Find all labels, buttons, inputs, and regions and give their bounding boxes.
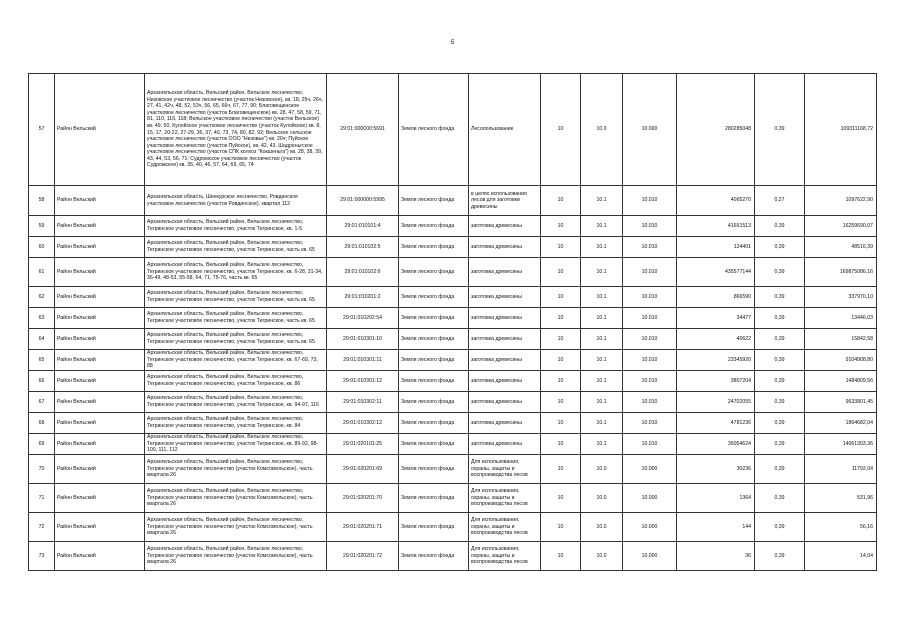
land-category-cell: Земли лесного фонда — [399, 392, 469, 413]
area-cell: 1364 — [677, 484, 755, 513]
code-subgroup-cell: 10.1 — [581, 186, 623, 216]
code-group-cell: 10 — [541, 216, 581, 237]
cadastral-number-cell: 29:01:000000:5995 — [327, 186, 399, 216]
permitted-use-cell: Для использования, охраны, защиты и воспроизводства лесов — [469, 513, 541, 542]
cadastral-number-cell: 29:01:010102:6 — [327, 258, 399, 287]
cadastral-number-cell: 29:01:010101:4 — [327, 216, 399, 237]
land-category-cell: Земли лесного фонда — [399, 216, 469, 237]
permitted-use-cell: заготовка древесины — [469, 434, 541, 455]
district-cell: Район Вельский — [55, 329, 145, 350]
cadastral-value-cell: 16259690,07 — [805, 216, 877, 237]
land-category-cell: Земли лесного фонда — [399, 350, 469, 371]
location-cell: Архангельская область, Вельский район, Вельское лесничество, Тегринское участковое лесничество, участок Тегринское, кв. 89-92, 98-100, 111, 112 — [145, 434, 327, 455]
table-row — [29, 186, 877, 216]
district-cell: Район Вельский — [55, 74, 145, 186]
location-cell: Архангельская область, Вельский район, Вельское лесничество, Тегринское участковое лесничество, участок Тегринское, часть кв. 65 — [145, 329, 327, 350]
code-cell: 10.010 — [623, 216, 677, 237]
location-cell: Архангельская область, Вельский район, Вельское лесничество, Тегринское участковое лесничество, участок Тегринское, кв. 84 — [145, 413, 327, 434]
location-cell: Архангельская область, Вельский район, Вельское лесничество, Тегринское участковое лесничество (участок Комсомольское), часть квартала 26 — [145, 455, 327, 484]
cadastral-value-cell: 1484809,56 — [805, 371, 877, 392]
permitted-use-cell: заготовка древесины — [469, 371, 541, 392]
table-row — [29, 455, 877, 484]
cadastral-value-cell: 14061303,36 — [805, 434, 877, 455]
location-cell: Архангельская область, Вельский район, Вельское лесничество, Тегринское участковое лесничество, участок Тегринское, часть кв. 65 — [145, 237, 327, 258]
cadastral-value-cell: 337970,10 — [805, 287, 877, 308]
rate-cell: 0,39 — [755, 308, 805, 329]
district-cell: Район Вельский — [55, 392, 145, 413]
row-number: 61 — [29, 258, 55, 287]
code-group-cell: 10 — [541, 258, 581, 287]
cadastral-number-cell: 29:01:010302:11 — [327, 392, 399, 413]
district-cell: Район Вельский — [55, 434, 145, 455]
cadastral-value-cell: 109311168,72 — [805, 74, 877, 186]
table-row — [29, 484, 877, 513]
district-cell: Район Вельский — [55, 413, 145, 434]
permitted-use-cell: Для использования, охраны, защиты и воспроизводства лесов — [469, 542, 541, 571]
code-cell: 10.010 — [623, 434, 677, 455]
cadastral-number-cell: 29:01:010302:12 — [327, 413, 399, 434]
rate-cell: 0,39 — [755, 455, 805, 484]
area-cell: 866590 — [677, 287, 755, 308]
permitted-use-cell: заготовка древесины — [469, 237, 541, 258]
code-group-cell: 10 — [541, 413, 581, 434]
district-cell: Район Вельский — [55, 216, 145, 237]
district-cell: Район Вельский — [55, 513, 145, 542]
permitted-use-cell: заготовка древесины — [469, 329, 541, 350]
code-subgroup-cell: 10.1 — [581, 413, 623, 434]
land-category-cell: Земли лесного фонда — [399, 186, 469, 216]
land-category-cell: Земли лесного фонда — [399, 434, 469, 455]
table-row — [29, 434, 877, 455]
location-cell: Архангельская область, Вельский район, Вельское лесничество, Тегринское участковое лесничество, участок Тегринское, кв. 1-5 — [145, 216, 327, 237]
code-group-cell: 10 — [541, 74, 581, 186]
land-category-cell: Земли лесного фонда — [399, 455, 469, 484]
code-cell: 10.010 — [623, 237, 677, 258]
district-cell: Район Вельский — [55, 308, 145, 329]
row-number: 63 — [29, 308, 55, 329]
area-cell: 40622 — [677, 329, 755, 350]
permitted-use-cell: Лесопользование — [469, 74, 541, 186]
code-subgroup-cell: 10.1 — [581, 329, 623, 350]
land-category-cell: Земли лесного фонда — [399, 74, 469, 186]
rate-cell: 0,39 — [755, 237, 805, 258]
code-cell: 10.000 — [623, 455, 677, 484]
table-row — [29, 371, 877, 392]
code-subgroup-cell: 10.1 — [581, 308, 623, 329]
row-number: 71 — [29, 484, 55, 513]
rate-cell: 0,39 — [755, 371, 805, 392]
rate-cell: 0,39 — [755, 287, 805, 308]
code-cell: 10.010 — [623, 186, 677, 216]
district-cell: Район Вельский — [55, 455, 145, 484]
cadastral-number-cell: 29:01:010301:10 — [327, 329, 399, 350]
code-subgroup-cell: 10.1 — [581, 258, 623, 287]
table-row — [29, 216, 877, 237]
code-cell: 10.010 — [623, 413, 677, 434]
row-number: 69 — [29, 434, 55, 455]
permitted-use-cell: заготовка древесины — [469, 258, 541, 287]
table-body — [29, 74, 877, 571]
area-cell: 23345920 — [677, 350, 755, 371]
district-cell: Район Вельский — [55, 186, 145, 216]
permitted-use-cell: Для использования, охраны, защиты и воспроизводства лесов — [469, 484, 541, 513]
code-group-cell: 10 — [541, 513, 581, 542]
cadastral-value-cell: 9633801,45 — [805, 392, 877, 413]
area-cell: 24702055 — [677, 392, 755, 413]
code-group-cell: 10 — [541, 392, 581, 413]
code-subgroup-cell: 10.0 — [581, 74, 623, 186]
rate-cell: 0,39 — [755, 258, 805, 287]
rate-cell: 0,39 — [755, 513, 805, 542]
location-cell: Архангельская область, Вельский район, Вельское лесничество, Низовское участковое лесничество (участок Низовское), кв. 18, 25ч, 26ч, 27, 41, 42ч, 48, 52, 53ч, 56, 65, 66ч, 67, 77, 90; Благовещенское участковое лесничество (участок Благовещенское) кв. 28, 47, 58, 59, 71, 81, 110, 116, 118; Вельское участковое лесничество (участок Вельское) кв. 49, 50, Кулойское участковое лесничество (участок Кулойское) кв. 8, 15, 17, 20-22, 27-29, 36, 37, 40, 73, 74, 80, 82, 92; Вельское сельское участковое лесничество (участок ООО "Низовье") кв. 20ч; Пуйское участковое лесничество (участок Пуйское), кв. 42, 43, Шадреньгское участковое лесничество (участок СПК колхоз "Кокшеньга") кв. 28, 38, 39, 43, 44, 53, 56, 71; Судромское участковое лесничество (участок Судромское) кв. 35, 40, 46, 57, 64, 69, 65, 74 — [145, 74, 327, 186]
cadastral-value-cell: 14,04 — [805, 542, 877, 571]
land-category-cell: Земли лесного фонда — [399, 484, 469, 513]
district-cell: Район Вельский — [55, 237, 145, 258]
code-subgroup-cell: 10.1 — [581, 434, 623, 455]
code-cell: 10.010 — [623, 350, 677, 371]
area-cell: 4065270 — [677, 186, 755, 216]
table-row — [29, 542, 877, 571]
permitted-use-cell: заготовка древесины — [469, 413, 541, 434]
cadastral-number-cell: 29:01:010201:2 — [327, 287, 399, 308]
code-cell: 10.000 — [623, 513, 677, 542]
cadastral-number-cell: 29:01:010102:5 — [327, 237, 399, 258]
code-subgroup-cell: 10.1 — [581, 350, 623, 371]
table-row — [29, 258, 877, 287]
district-cell: Район Вельский — [55, 350, 145, 371]
location-cell: Архангельская область, Вельский район, Вельское лесничество, Тегринское участковое лесничество, участок Тегринское, часть кв. 65 — [145, 308, 327, 329]
area-cell: 435577144 — [677, 258, 755, 287]
rate-cell: 0,27 — [755, 186, 805, 216]
area-cell: 4781236 — [677, 413, 755, 434]
cadastral-number-cell: 29:01:020201:71 — [327, 513, 399, 542]
cadastral-value-cell: 169875086,16 — [805, 258, 877, 287]
location-cell: Архангельская область, Шенкурское лесничество, Ровдинское участковое лесничество (участок Ровдинское), квартал 112 — [145, 186, 327, 216]
code-subgroup-cell: 10.1 — [581, 287, 623, 308]
land-category-cell: Земли лесного фонда — [399, 329, 469, 350]
cadastral-value-cell: 15842,58 — [805, 329, 877, 350]
location-cell: Архангельская область, Вельский район, Вельское лесничество, Тегринское участковое лесничество, участок Тегринское, кв. 67-69, 73, 88 — [145, 350, 327, 371]
area-cell: 30236 — [677, 455, 755, 484]
cadastral-number-cell: 29:01:020201:72 — [327, 542, 399, 571]
area-cell: 34477 — [677, 308, 755, 329]
permitted-use-cell: заготовка древесины — [469, 350, 541, 371]
code-subgroup-cell: 10.1 — [581, 216, 623, 237]
cadastral-number-cell: 29:01:020101:25 — [327, 434, 399, 455]
code-subgroup-cell: 10.0 — [581, 542, 623, 571]
location-cell: Архангельская область, Вельский район, Вельское лесничество, Тегринское участковое лесничество (участок Комсомольское), часть квартала 26 — [145, 484, 327, 513]
table-row — [29, 392, 877, 413]
cadastral-number-cell: 29:01:020201:70 — [327, 484, 399, 513]
code-subgroup-cell: 10.1 — [581, 237, 623, 258]
code-subgroup-cell: 10.0 — [581, 513, 623, 542]
code-group-cell: 10 — [541, 455, 581, 484]
area-cell: 41691513 — [677, 216, 755, 237]
permitted-use-cell: заготовка древесины — [469, 308, 541, 329]
code-group-cell: 10 — [541, 308, 581, 329]
table-row — [29, 513, 877, 542]
land-category-cell: Земли лесного фонда — [399, 237, 469, 258]
cadastral-number-cell: 29:01:020201:69 — [327, 455, 399, 484]
cadastral-value-cell: 1864682,04 — [805, 413, 877, 434]
cadastral-value-cell: 48516,39 — [805, 237, 877, 258]
cadastral-value-cell: 56,16 — [805, 513, 877, 542]
table-row — [29, 350, 877, 371]
row-number: 72 — [29, 513, 55, 542]
permitted-use-cell: заготовка древесины — [469, 216, 541, 237]
table-row — [29, 329, 877, 350]
row-number: 62 — [29, 287, 55, 308]
code-group-cell: 10 — [541, 287, 581, 308]
location-cell: Архангельская область, Вельский район, Вельское лесничество, Тегринское участковое лесничество, участок Тегринское, часть кв. 65 — [145, 287, 327, 308]
cadastral-value-cell: 11792,04 — [805, 455, 877, 484]
code-group-cell: 10 — [541, 350, 581, 371]
location-cell: Архангельская область, Вельский район, Вельское лесничество, Тегринское участковое лесничество (участок Комсомольское), часть квартала 26 — [145, 542, 327, 571]
row-number: 73 — [29, 542, 55, 571]
code-group-cell: 10 — [541, 484, 581, 513]
district-cell: Район Вельский — [55, 484, 145, 513]
table-row — [29, 74, 877, 186]
code-cell: 10.010 — [623, 308, 677, 329]
area-cell: 144 — [677, 513, 755, 542]
cadastral-number-cell: 29:01:010202:54 — [327, 308, 399, 329]
table-row — [29, 287, 877, 308]
code-cell: 10.010 — [623, 392, 677, 413]
code-cell: 10.010 — [623, 287, 677, 308]
code-group-cell: 10 — [541, 329, 581, 350]
code-cell: 10.010 — [623, 258, 677, 287]
district-cell: Район Вельский — [55, 371, 145, 392]
location-cell: Архангельская область, Вельский район, Вельское лесничество, Тегринское участковое лесничество (участок Комсомольское), часть квартала 26 — [145, 513, 327, 542]
code-group-cell: 10 — [541, 434, 581, 455]
cadastral-value-cell: 531,96 — [805, 484, 877, 513]
code-group-cell: 10 — [541, 186, 581, 216]
location-cell: Архангельская область, Вельский район, Вельское лесничество, Тегринское участковое лесничество, участок Тегринское, кв. 86 — [145, 371, 327, 392]
code-cell: 10.010 — [623, 329, 677, 350]
table-row — [29, 308, 877, 329]
district-cell: Район Вельский — [55, 287, 145, 308]
area-cell: 36 — [677, 542, 755, 571]
row-number: 57 — [29, 74, 55, 186]
location-cell: Архангельская область, Вельский район, Вельское лесничество, Тегринское участковое лесничество, участок Тегринское, кв. 6-28, 31-34, 36-49, 48-53, 55-58, 64, 71, 75-76, часть кв. 65 — [145, 258, 327, 287]
row-number: 65 — [29, 350, 55, 371]
row-number: 70 — [29, 455, 55, 484]
code-group-cell: 10 — [541, 237, 581, 258]
permitted-use-cell: Для использования, охраны, защиты и воспроизводства лесов — [469, 455, 541, 484]
rate-cell: 0,39 — [755, 350, 805, 371]
code-subgroup-cell: 10.0 — [581, 455, 623, 484]
code-group-cell: 10 — [541, 371, 581, 392]
area-cell: 3807204 — [677, 371, 755, 392]
cadastral-value-cell: 1097622,90 — [805, 186, 877, 216]
permitted-use-cell: в целях использования лесов для заготовки древесины — [469, 186, 541, 216]
cadastral-value-cell: 13446,03 — [805, 308, 877, 329]
district-cell: Район Вельский — [55, 258, 145, 287]
area-cell: 124401 — [677, 237, 755, 258]
land-category-cell: Земли лесного фонда — [399, 258, 469, 287]
table-row — [29, 413, 877, 434]
permitted-use-cell: заготовка древесины — [469, 392, 541, 413]
code-subgroup-cell: 10.1 — [581, 371, 623, 392]
area-cell: 280285048 — [677, 74, 755, 186]
cadastral-number-cell: 29:01:010301:12 — [327, 371, 399, 392]
rate-cell: 0,39 — [755, 74, 805, 186]
row-number: 60 — [29, 237, 55, 258]
rate-cell: 0,39 — [755, 413, 805, 434]
area-cell: 36054624 — [677, 434, 755, 455]
row-number: 66 — [29, 371, 55, 392]
land-category-cell: Земли лесного фонда — [399, 513, 469, 542]
location-cell: Архангельская область, Вельский район, Вельское лесничество, Тегринское участковое лесничество, участок Тегринское, кв. 94-97, 116 — [145, 392, 327, 413]
land-category-cell: Земли лесного фонда — [399, 413, 469, 434]
permitted-use-cell: заготовка древесины — [469, 287, 541, 308]
rate-cell: 0,39 — [755, 542, 805, 571]
land-category-cell: Земли лесного фонда — [399, 308, 469, 329]
district-cell: Район Вельский — [55, 542, 145, 571]
table-row — [29, 237, 877, 258]
cadastral-value-cell: 9104908,80 — [805, 350, 877, 371]
row-number: 68 — [29, 413, 55, 434]
rate-cell: 0,39 — [755, 216, 805, 237]
rate-cell: 0,39 — [755, 329, 805, 350]
code-cell: 10.000 — [623, 542, 677, 571]
row-number: 64 — [29, 329, 55, 350]
code-subgroup-cell: 10.0 — [581, 484, 623, 513]
code-cell: 10.000 — [623, 74, 677, 186]
code-subgroup-cell: 10.1 — [581, 392, 623, 413]
land-category-cell: Земли лесного фонда — [399, 287, 469, 308]
code-cell: 10.010 — [623, 371, 677, 392]
cadastral-number-cell: 29:01:010301:11 — [327, 350, 399, 371]
land-category-cell: Земли лесного фонда — [399, 371, 469, 392]
row-number: 59 — [29, 216, 55, 237]
rate-cell: 0,39 — [755, 484, 805, 513]
row-number: 67 — [29, 392, 55, 413]
land-category-cell: Земли лесного фонда — [399, 542, 469, 571]
cadastral-number-cell: 29:01:000000:5691 — [327, 74, 399, 186]
cadastral-value-table — [28, 73, 877, 571]
code-cell: 10.000 — [623, 484, 677, 513]
code-group-cell: 10 — [541, 542, 581, 571]
rate-cell: 0,39 — [755, 392, 805, 413]
page-number: 5 — [450, 39, 455, 46]
row-number: 58 — [29, 186, 55, 216]
rate-cell: 0,39 — [755, 434, 805, 455]
